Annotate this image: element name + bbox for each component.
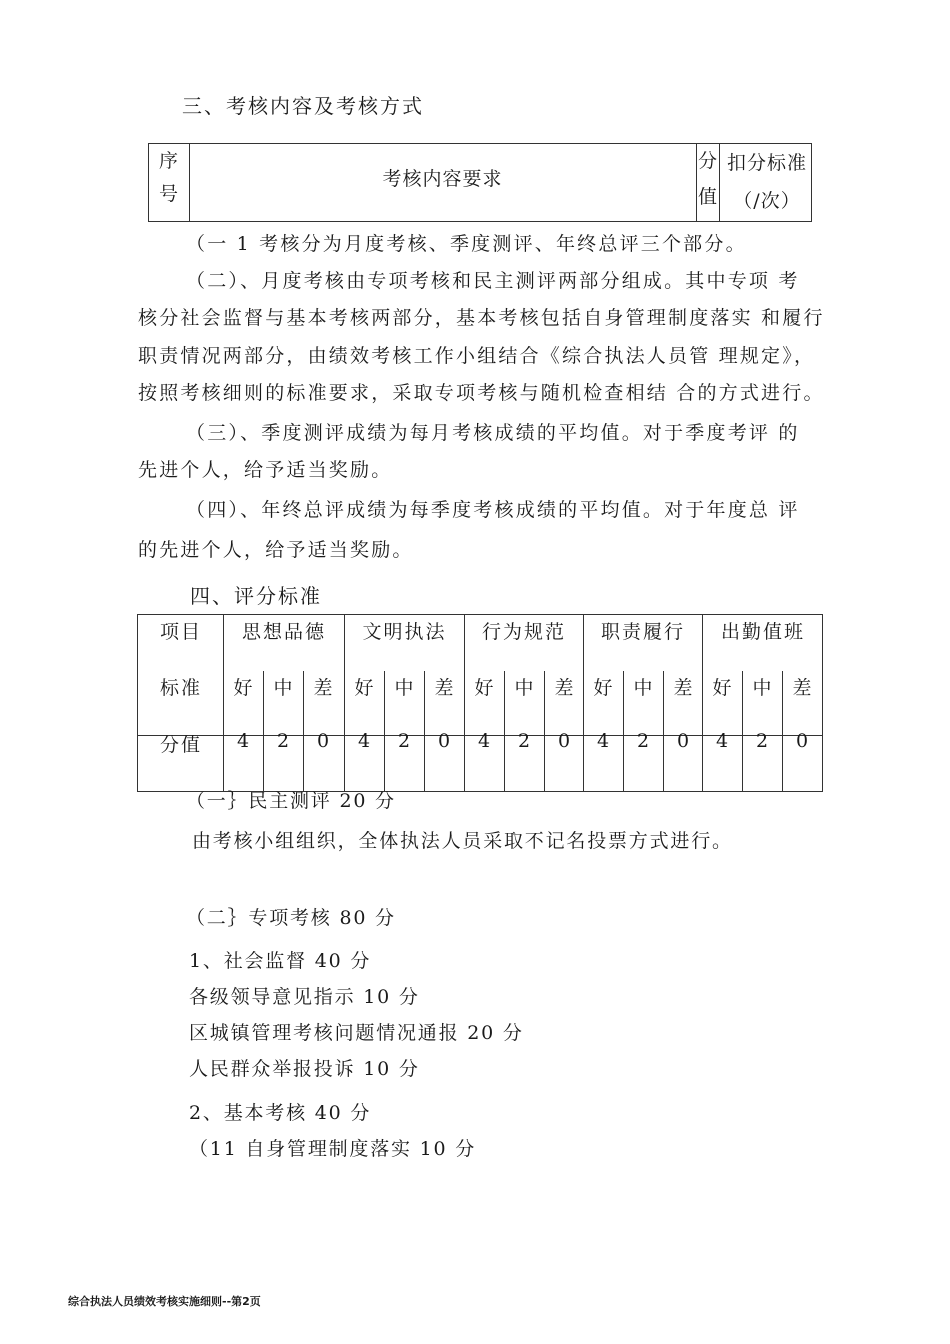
group-header-civil-enforcement: 文明执法 [362, 621, 447, 643]
group-header-ideology: 思想品德 [241, 621, 326, 643]
grade-poor: 差 [434, 677, 456, 699]
grade-medium: 中 [394, 677, 416, 699]
score-value: 0 [437, 730, 453, 752]
score-value: 0 [316, 730, 332, 752]
section-heading-4: 四、评分标准 [190, 584, 322, 608]
paragraph-3-line-1: （三）、季度测评成绩为每月考核成绩的平均值。对于季度考评 的 [186, 422, 800, 444]
score-value: 2 [276, 730, 292, 752]
score-value: 4 [236, 730, 252, 752]
scoring-standard-table [137, 614, 823, 792]
paragraph-2-line-1: （二）、月度考核由专项考核和民主测评两部分组成。其中专项 考 [186, 270, 800, 292]
grade-medium: 中 [633, 677, 655, 699]
row-label-standard: 标准 [159, 677, 202, 699]
grade-medium: 中 [514, 677, 536, 699]
subsection-heading-democratic-evaluation: （一｝民主测评 20 分 [186, 790, 396, 812]
item-district-report: 区城镇管理考核问题情况通报 20 分 [189, 1022, 524, 1044]
page-footer: 综合执法人员绩效考核实施细则--第2页 [68, 1295, 261, 1308]
paragraph-4-line-1: （四）、年终总评成绩为每季度考核成绩的平均值。对于年度总 评 [186, 499, 800, 521]
score-header-2: 值 [697, 186, 718, 208]
item-public-complaints: 人民群众举报投诉 10 分 [189, 1058, 420, 1080]
item-self-management: （11 自身管理制度落实 10 分 [189, 1138, 477, 1160]
paragraph-1: （一 1 考核分为月度考核、季度测评、年终总评三个部分。 [186, 233, 747, 255]
score-value: 0 [557, 730, 573, 752]
row-label-score: 分值 [159, 734, 202, 756]
score-value: 0 [795, 730, 811, 752]
grade-good: 好 [712, 677, 734, 699]
grade-good: 好 [593, 677, 615, 699]
score-header-1: 分 [697, 150, 718, 172]
grade-poor: 差 [792, 677, 814, 699]
grade-good: 好 [474, 677, 496, 699]
paragraph-3-line-2: 先进个人，给予适当奖励。 [138, 459, 393, 481]
paragraph-2-line-3: 职责情况两部分，由绩效考核工作小组结合《综合执法人员管 理规定》， [138, 345, 816, 367]
group-header-duty: 职责履行 [600, 621, 685, 643]
item-social-supervision: 1、社会监督 40 分 [189, 950, 372, 972]
row-label-item: 项目 [159, 621, 202, 643]
subsection-heading-special-assessment: （二｝专项考核 80 分 [186, 907, 396, 929]
score-value: 2 [397, 730, 413, 752]
group-header-conduct: 行为规范 [481, 621, 566, 643]
score-value: 2 [755, 730, 771, 752]
assessment-content-table [148, 143, 812, 222]
score-value: 0 [676, 730, 692, 752]
content-header: 考核内容要求 [382, 168, 503, 190]
grade-poor: 差 [554, 677, 576, 699]
group-header-attendance: 出勤值班 [720, 621, 805, 643]
grade-poor: 差 [673, 677, 695, 699]
paragraph-2-line-2: 核分社会监督与基本考核两部分，基本考核包括自身管理制度落实 和履行 [138, 307, 825, 329]
deduct-header-2: （/次） [733, 190, 801, 212]
score-value: 4 [596, 730, 612, 752]
grade-good: 好 [354, 677, 376, 699]
item-basic-assessment: 2、基本考核 40 分 [189, 1102, 372, 1124]
paragraph-4-line-2: 的先进个人，给予适当奖励。 [138, 539, 414, 561]
score-value: 4 [715, 730, 731, 752]
subsection-text-democratic-evaluation: 由考核小组组织，全体执法人员采取不记名投票方式进行。 [192, 830, 733, 852]
seq-header-1: 序 [158, 150, 179, 172]
deduct-header-1: 扣分标准 [726, 152, 807, 174]
grade-poor: 差 [313, 677, 335, 699]
score-value: 2 [517, 730, 533, 752]
item-leader-instructions: 各级领导意见指示 10 分 [189, 986, 420, 1008]
score-value: 4 [357, 730, 373, 752]
seq-header-2: 号 [158, 183, 179, 205]
section-heading-3: 三、考核内容及考核方式 [182, 94, 424, 118]
score-value: 4 [477, 730, 493, 752]
grade-medium: 中 [273, 677, 295, 699]
paragraph-2-line-4: 按照考核细则的标准要求，采取专项考核与随机检查相结 合的方式进行。 [138, 382, 825, 404]
score-value: 2 [636, 730, 652, 752]
grade-good: 好 [233, 677, 255, 699]
grade-medium: 中 [752, 677, 774, 699]
